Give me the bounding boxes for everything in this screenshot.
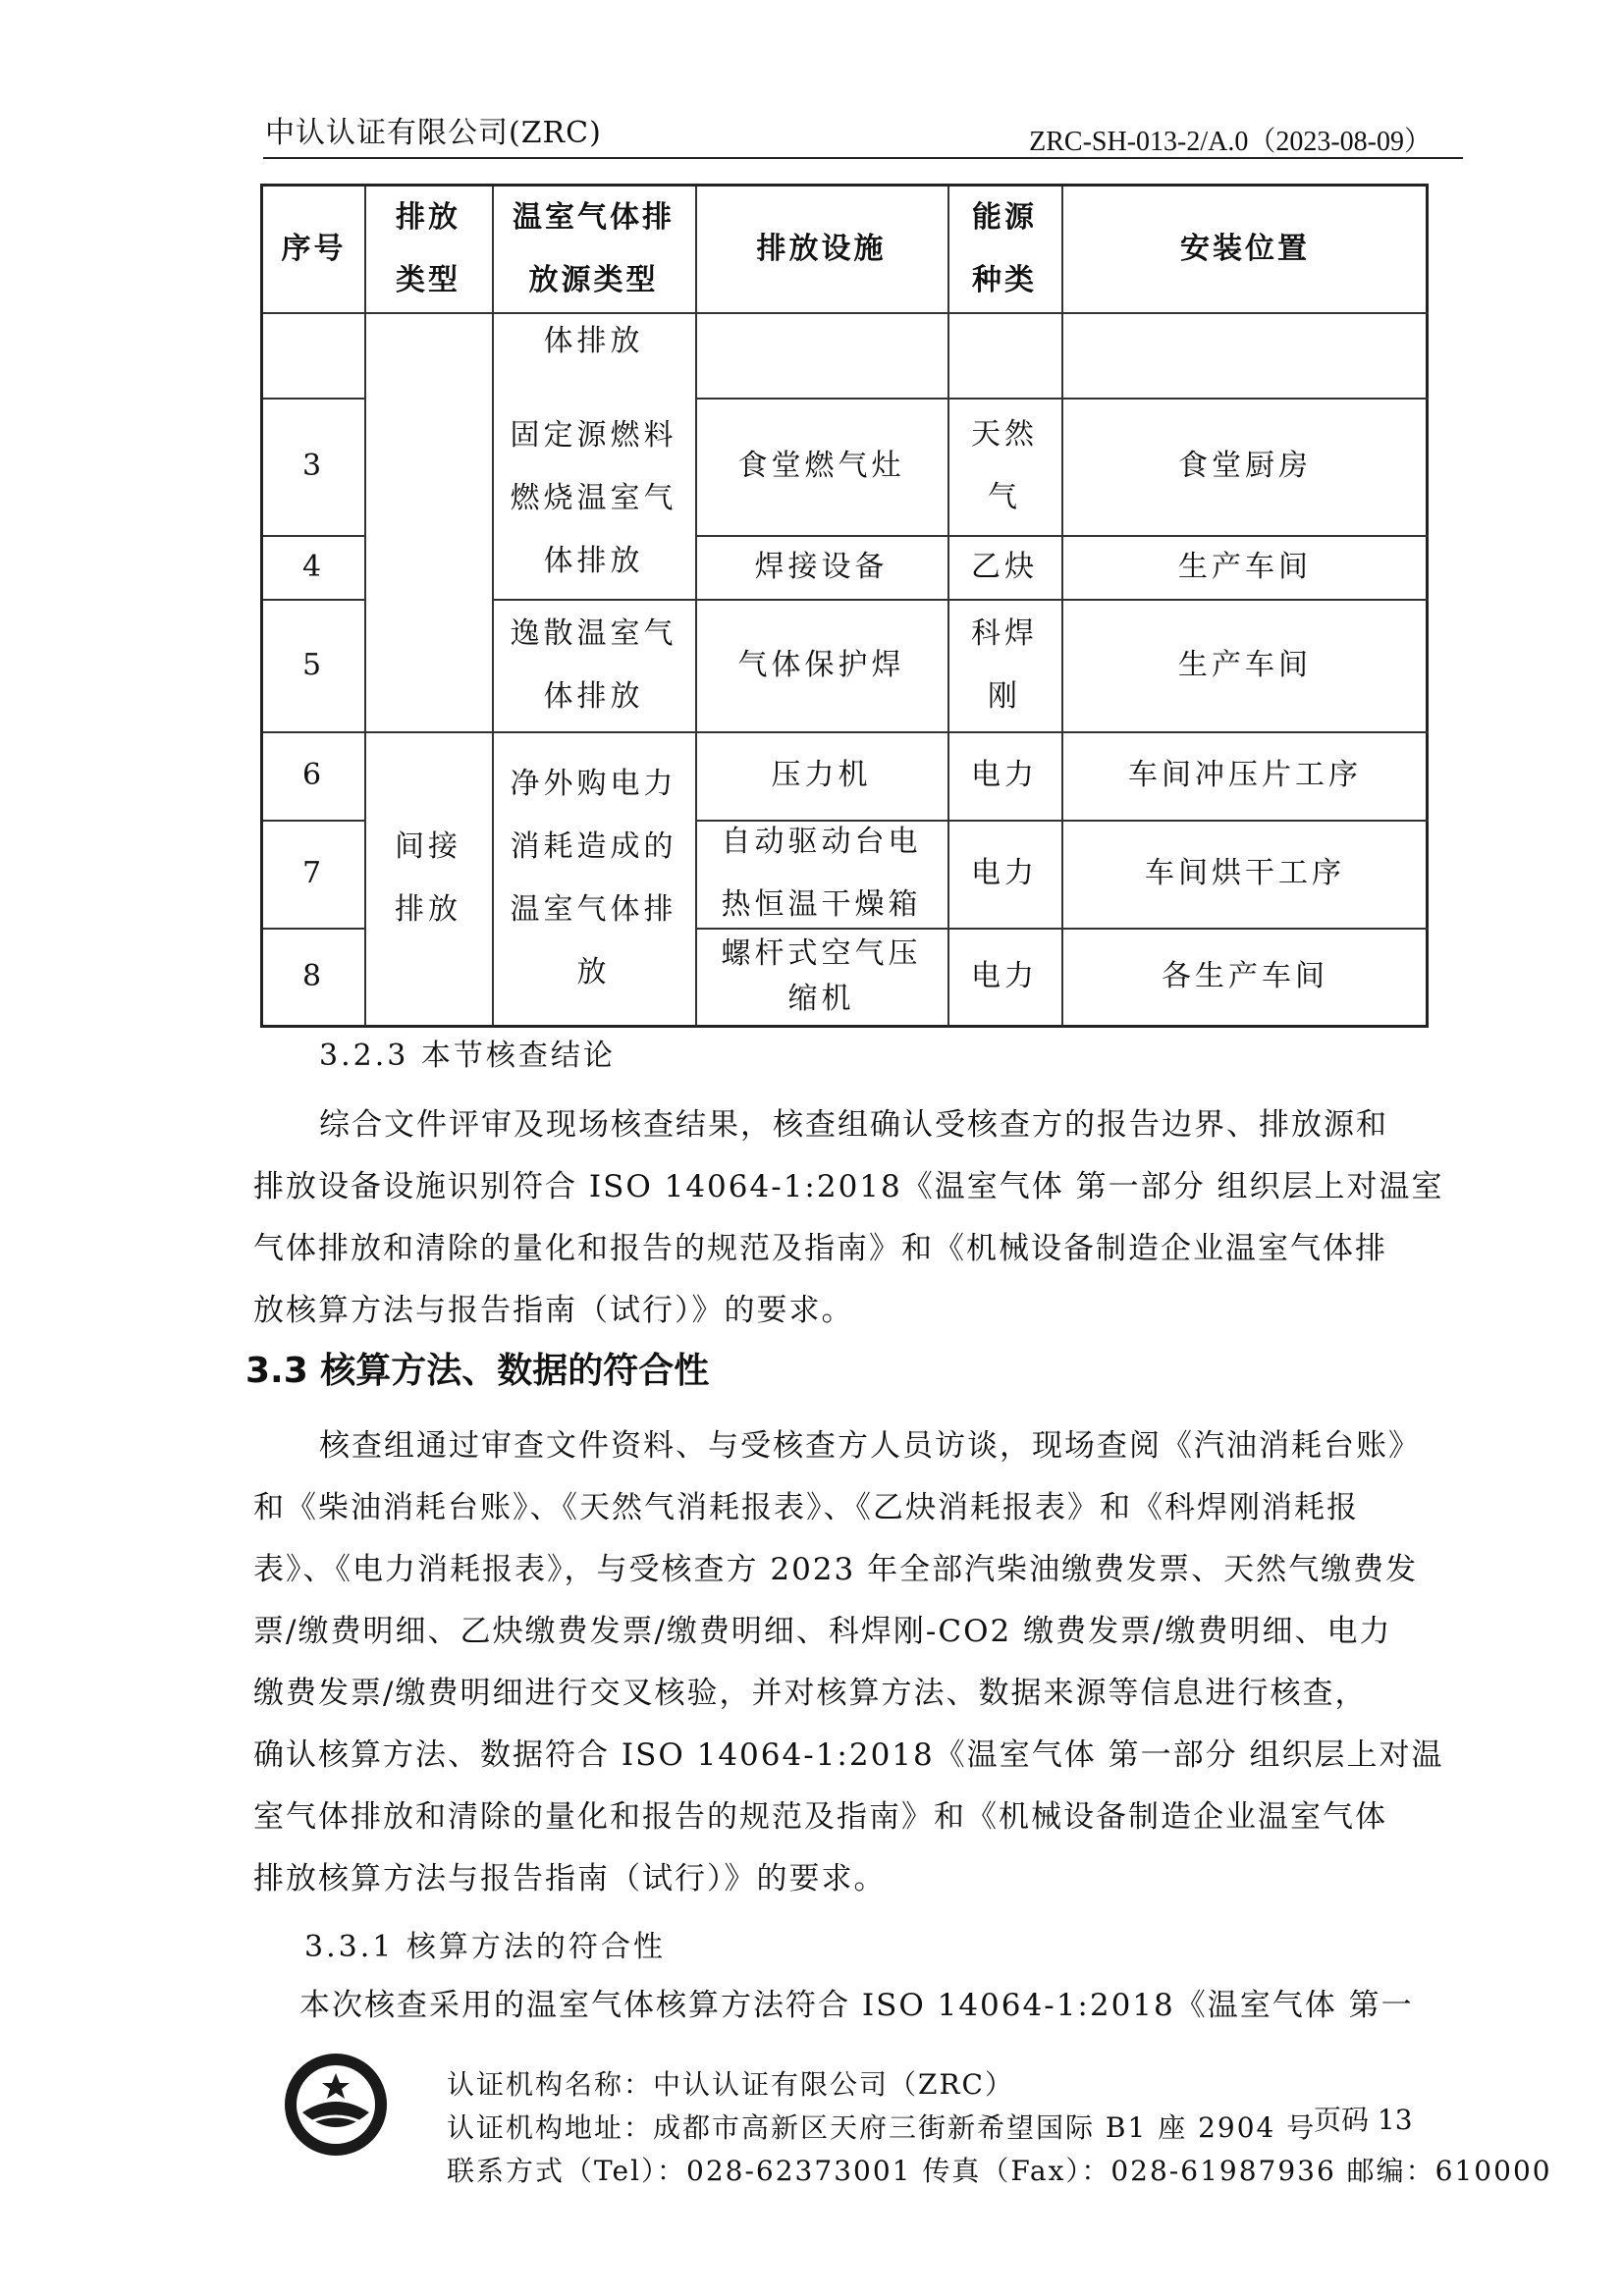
footer-org-name: 认证机构名称：中认认证有限公司（ZRC） bbox=[447, 2068, 1014, 2101]
paragraph-line: 表》、《电力消耗报表》，与受核查方 2023 年全部汽柴油缴费发票、天然气缴费发 bbox=[253, 1552, 1419, 1587]
cell-line: 热恒温干燥箱 bbox=[721, 887, 922, 922]
paragraph-line: 室气体排放和清除的量化和报告的规范及指南》和《机械设备制造企业温室气体 bbox=[253, 1799, 1387, 1835]
cell-line: 消耗造成的 bbox=[510, 829, 677, 864]
cell-no: 5 bbox=[301, 647, 326, 682]
th-line: 排放 bbox=[396, 200, 460, 235]
cell-facility: 压力机 bbox=[771, 758, 872, 792]
cell-source-fugitive bbox=[492, 599, 695, 731]
paragraph-line: 和《柴油消耗台账》、《天然气消耗报表》、《乙炔消耗报表》和《科焊刚消耗报 bbox=[253, 1490, 1359, 1525]
th-line: 能源 bbox=[972, 200, 1037, 235]
cell-energy: 电力 bbox=[971, 959, 1038, 993]
cell-line: 螺杆式空气压 bbox=[721, 936, 922, 971]
cell-line: 自动驱动台电 bbox=[721, 825, 922, 859]
th-line: 放源类型 bbox=[528, 263, 659, 297]
cell-location: 车间冲压片工序 bbox=[1128, 758, 1362, 792]
paragraph-line: 票/缴费明细、乙炔缴费发票/缴费明细、科焊刚-CO2 缴费发票/缴费明细、电力 bbox=[253, 1614, 1392, 1649]
cell-no: 6 bbox=[301, 758, 326, 792]
subsection-heading: 3.2.3 本节核查结论 bbox=[319, 1039, 616, 1073]
cell-facility: 食堂燃气灶 bbox=[737, 449, 905, 483]
cell-line: 净外购电力 bbox=[510, 767, 677, 801]
cell-line: 体排放 bbox=[543, 543, 644, 578]
cell-line: 固定源燃料 bbox=[510, 417, 677, 453]
cell-facility: 气体保护焊 bbox=[737, 647, 905, 682]
cell-line: 燃烧温室气 bbox=[510, 480, 677, 515]
cell-no: 4 bbox=[301, 549, 326, 584]
cell-line: 放 bbox=[576, 955, 611, 989]
cell-line: 缩机 bbox=[787, 982, 855, 1016]
page-number: 页码 13 bbox=[1314, 2104, 1413, 2136]
th-source-type bbox=[492, 187, 695, 312]
section-title: 3.3 核算方法、数据的符合性 bbox=[245, 1351, 710, 1391]
header-company: 中认认证有限公司(ZRC) bbox=[265, 116, 602, 150]
emission-source-table bbox=[260, 184, 1429, 1028]
cell-location: 生产车间 bbox=[1178, 647, 1312, 682]
th-emission-type bbox=[364, 187, 492, 312]
paragraph-line: 放核算方法与报告指南（试行）》的要求。 bbox=[253, 1293, 854, 1328]
cell-facility bbox=[695, 928, 947, 1026]
cell-facility: 焊接设备 bbox=[754, 549, 889, 584]
cell-energy bbox=[947, 599, 1061, 731]
th-line: 温室气体排 bbox=[513, 200, 675, 235]
cell-location: 生产车间 bbox=[1178, 549, 1312, 584]
paragraph-line: 综合文件评审及现场核查结果，核查组确认受核查方的报告边界、排放源和 bbox=[319, 1107, 1388, 1143]
cell-energy: 乙炔 bbox=[971, 549, 1038, 584]
cell-location: 食堂厨房 bbox=[1178, 449, 1312, 483]
th-line: 类型 bbox=[396, 263, 460, 297]
paragraph-line: 气体排放和清除的量化和报告的规范及指南》和《机械设备制造企业温室气体排 bbox=[253, 1231, 1387, 1266]
cell-line: 刚 bbox=[988, 678, 1021, 714]
cell-line: 间接 bbox=[395, 829, 461, 864]
th-line: 种类 bbox=[972, 263, 1037, 297]
cell-line: 科焊 bbox=[971, 615, 1038, 651]
th-energy bbox=[947, 187, 1061, 312]
cell-energy: 电力 bbox=[971, 856, 1038, 890]
paragraph-line: 排放设备设施识别符合 ISO 14064-1:2018《温室气体 第一部分 组织层上对温室 bbox=[253, 1169, 1444, 1204]
cell-no: 3 bbox=[301, 449, 326, 483]
paragraph-line: 本次核查采用的温室气体核算方法符合 ISO 14064-1:2018《温室气体 第一 bbox=[299, 1988, 1414, 2023]
th-no: 序号 bbox=[281, 232, 347, 266]
cell-line: 温室气体排 bbox=[510, 892, 677, 927]
cell-source-cont: 体排放 bbox=[543, 324, 644, 358]
footer-contact: 联系方式（Tel）：028-62373001 传真（Fax）：028-61987936 邮编：610000 bbox=[447, 2155, 1552, 2187]
paragraph-line: 确认核算方法、数据符合 ISO 14064-1:2018《温室气体 第一部分 组织层上对温 bbox=[253, 1737, 1444, 1773]
footer-org-address: 认证机构地址：成都市高新区天府三街新希望国际 B1 座 2904 号 bbox=[447, 2111, 1317, 2144]
header-doc-code: ZRC-SH-013-2/A.0（2023-08-09） bbox=[1029, 127, 1432, 157]
paragraph-line: 核查组通过审查文件资料、与受核查方人员访谈，现场查阅《汽油消耗台账》 bbox=[319, 1428, 1421, 1464]
cell-location: 车间烘干工序 bbox=[1145, 856, 1345, 890]
cell-source-electric bbox=[492, 731, 695, 1026]
cell-no: 8 bbox=[301, 959, 326, 993]
cell-line: 气 bbox=[988, 480, 1021, 514]
cell-line: 逸散温室气 bbox=[510, 615, 677, 651]
th-location: 安装位置 bbox=[1180, 232, 1310, 266]
cell-energy: 电力 bbox=[971, 758, 1038, 792]
cell-indirect-type bbox=[364, 731, 492, 1026]
cell-energy bbox=[947, 398, 1061, 535]
row-divider bbox=[263, 312, 1429, 314]
paragraph-line: 缴费发票/缴费明细进行交叉核验，并对核算方法、数据来源等信息进行核查， bbox=[253, 1676, 1368, 1711]
th-facility: 排放设施 bbox=[756, 232, 887, 266]
certification-logo bbox=[283, 2052, 389, 2158]
cell-no: 7 bbox=[301, 856, 326, 890]
header-rule bbox=[263, 157, 1463, 159]
cell-line: 排放 bbox=[395, 892, 461, 927]
paragraph-line: 排放核算方法与报告指南（试行）》的要求。 bbox=[253, 1861, 887, 1896]
cell-line: 天然 bbox=[971, 417, 1038, 452]
cell-facility bbox=[695, 820, 947, 928]
cell-location: 各生产车间 bbox=[1162, 959, 1328, 993]
cell-line: 体排放 bbox=[543, 678, 644, 714]
cell-source-fixed bbox=[492, 398, 695, 599]
subsection-heading: 3.3.1 核算方法的符合性 bbox=[304, 1930, 666, 1964]
